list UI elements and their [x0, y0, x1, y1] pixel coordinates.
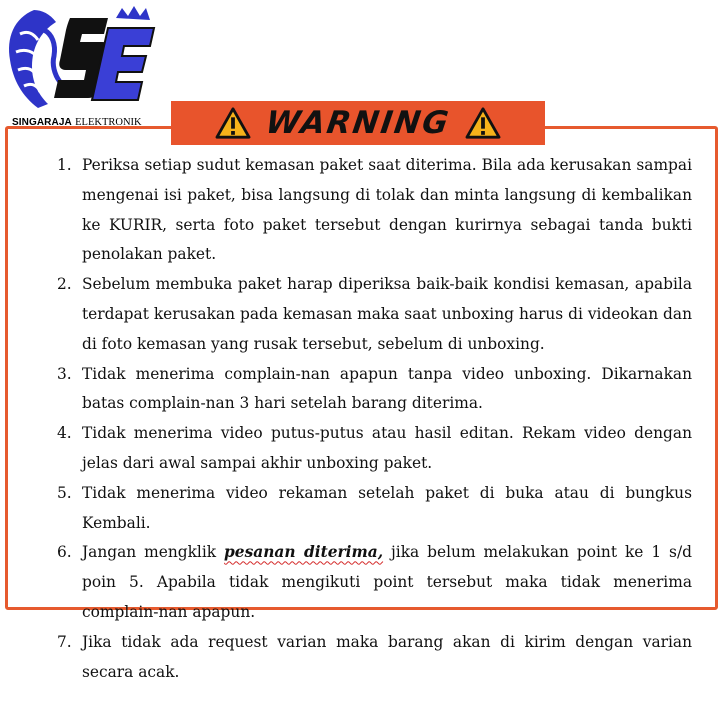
rule-text: Tidak menerima video putus-putus atau hasil editan. Rekam video dengan jelas dari awal sampai akhir unboxing paket. [82, 424, 692, 472]
rule-number: 7. [57, 632, 72, 651]
brand-name-regular: ELEKTRONIK [75, 117, 142, 128]
brand-name-bold: SINGARAJA [12, 117, 72, 128]
rule-number: 1. [57, 156, 72, 174]
rule-text-before: Jangan mengklik [82, 543, 225, 562]
rule-number: 6. [57, 543, 72, 562]
warning-title: WARNING [263, 105, 453, 141]
warning-triangle-icon [214, 106, 252, 140]
lion-se-logo-icon [4, 4, 156, 116]
rule-item [54, 538, 692, 627]
rule-number: 3. [57, 364, 72, 383]
rule-item [54, 628, 692, 688]
store-logo [4, 4, 154, 130]
rule-item [54, 479, 692, 539]
rule-text: Jika tidak ada request varian maka barang akan di kirim dengan varian secara acak. [82, 632, 692, 681]
rule-text: Tidak menerima video rekaman setelah paket di buka atau di bungkus Kembali. [82, 483, 692, 532]
rule-emphasis: pesanan diterima, [224, 543, 384, 562]
rule-text: Sebelum membuka paket harap diperiksa baik-baik kondisi kemasan, apabila terdapat kerusakan pada kemasan maka saat unboxing harus di videokan dan di foto kemasan yang rusak tersebut, sebelum di unboxing. [82, 275, 692, 353]
rule-item [54, 270, 692, 359]
rule-item [54, 360, 692, 420]
rule-text: Periksa setiap sudut kemasan paket saat diterima. Bila ada kerusakan sampai mengenai isi paket, bisa langsung di tolak dan minta langsung di kembalikan ke KURIR, serta foto paket tersebut dengan kurirnya sebagai tanda bukti penolakan paket. [82, 156, 692, 264]
warning-banner [171, 101, 545, 145]
rule-text-after: jika belum melakukan point ke 1 s/d poin 5. Apabila tidak mengikuti point tersebut maka tidak menerima complain-nan apapun. [82, 543, 692, 621]
rule-item [54, 419, 692, 479]
rule-number: 5. [57, 483, 72, 502]
warning-triangle-icon [464, 106, 502, 140]
rule-item [54, 151, 692, 270]
rule-text: Tidak menerima complain-nan apapun tanpa video unboxing. Dikarnakan batas complain-nan 3 hari setelah barang diterima. [82, 364, 692, 413]
rule-number: 2. [57, 275, 72, 294]
rules-list [54, 151, 692, 687]
rule-number: 4. [57, 424, 72, 443]
